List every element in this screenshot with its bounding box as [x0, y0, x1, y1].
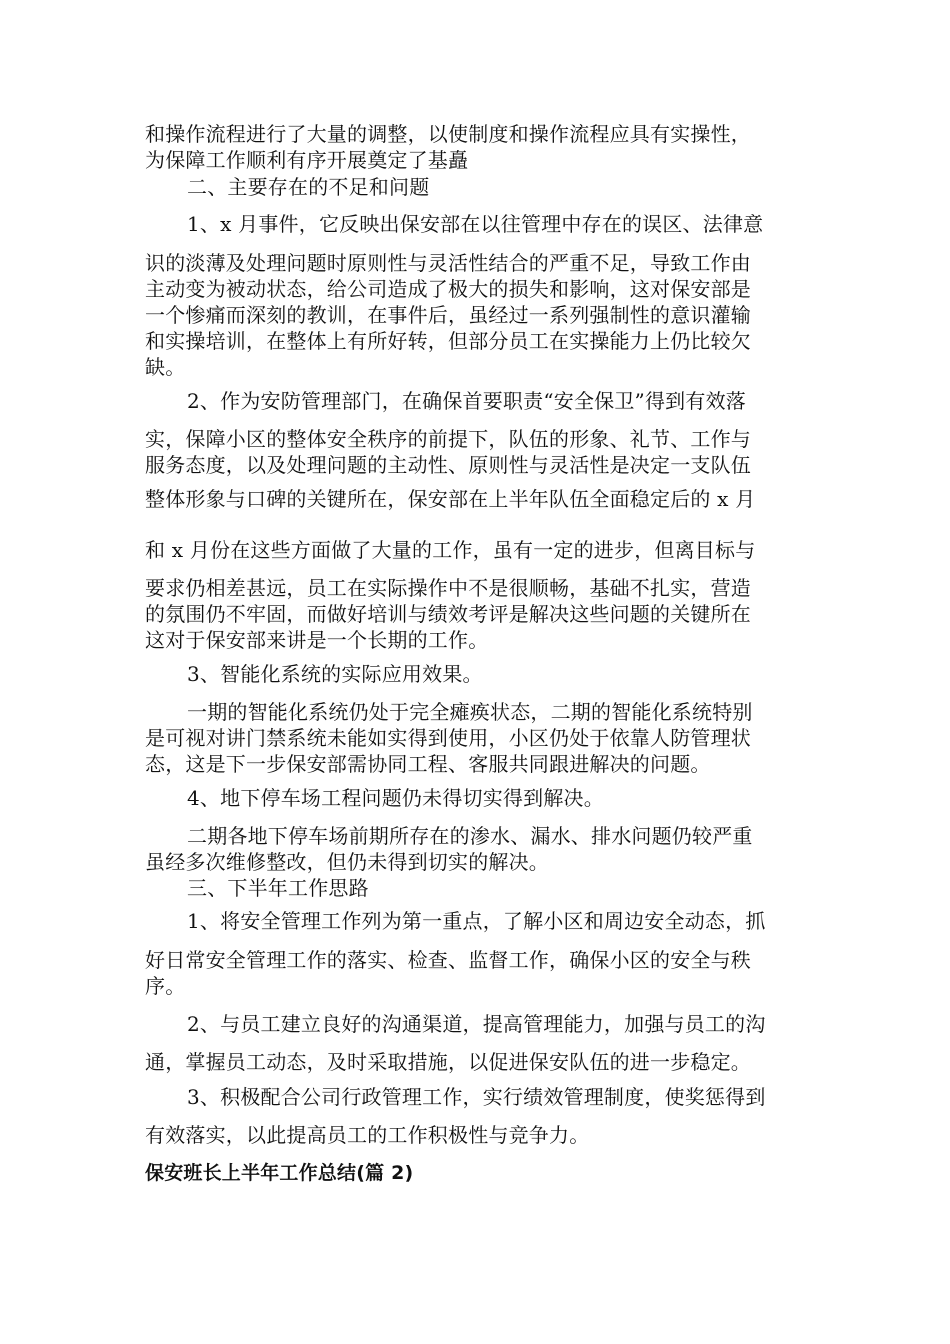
- text-line: 3、智能化系统的实际应用效果。: [187, 662, 483, 686]
- text-line: 主动变为被动状态，给公司造成了极大的损失和影响，这对保安部是: [145, 277, 751, 301]
- section-heading: 二、主要存在的不足和问题: [187, 175, 430, 199]
- text-line: 整体形象与口碑的关键所在，保安部在上半年队伍全面稳定后的 x 月: [145, 487, 756, 511]
- text-line: 虽经多次维修整改，但仍未得到切实的解决。: [145, 850, 549, 874]
- text-line: 态，这是下一步保安部需协同工程、客服共同跟进解决的问题。: [145, 752, 711, 776]
- text-line: 这对于保安部来讲是一个长期的工作。: [145, 628, 489, 652]
- text-line: 缺。: [145, 355, 186, 379]
- text-line: 识的淡薄及处理问题时原则性与灵活性结合的严重不足，导致工作由: [145, 251, 751, 275]
- text-line: 有效落实，以此提高员工的工作积极性与竞争力。: [145, 1123, 590, 1147]
- text-line: 2、与员工建立良好的沟通渠道，提高管理能力，加强与员工的沟: [187, 1012, 766, 1036]
- text-line: 和操作流程进行了大量的调整，以使制度和操作流程应具有实操性，: [145, 122, 751, 146]
- text-line: 为保障工作顺利有序开展奠定了基矗: [145, 148, 469, 172]
- text-line: 一个惨痛而深刻的教训，在事件后，虽经过一系列强制性的意识灌输: [145, 303, 751, 327]
- text-line: 1、x 月事件，它反映出保安部在以往管理中存在的误区、法律意: [187, 212, 764, 236]
- section-heading: 三、下半年工作思路: [187, 876, 369, 900]
- text-line: 一期的智能化系统仍处于完全瘫痪状态，二期的智能化系统特别: [187, 700, 753, 724]
- text-line: 2、作为安防管理部门，在确保首要职责“安全保卫”得到有效落: [187, 389, 746, 413]
- document-title: 保安班长上半年工作总结(篇 2): [145, 1162, 414, 1184]
- text-line: 实，保障小区的整体安全秩序的前提下，队伍的形象、礼节、工作与: [145, 427, 751, 451]
- text-line: 是可视对讲门禁系统未能如实得到使用，小区仍处于依靠人防管理状: [145, 726, 751, 750]
- text-line: 1、将安全管理工作列为第一重点，了解小区和周边安全动态，抓: [187, 909, 766, 933]
- text-line: 的氛围仍不牢固，而做好培训与绩效考评是解决这些问题的关键所在: [145, 602, 751, 626]
- text-line: 和 x 月份在这些方面做了大量的工作，虽有一定的进步，但离目标与: [145, 538, 756, 562]
- text-line: 3、积极配合公司行政管理工作，实行绩效管理制度，使奖惩得到: [187, 1085, 766, 1109]
- text-line: 二期各地下停车场前期所存在的渗水、漏水、排水问题仍较严重: [187, 824, 753, 848]
- text-line: 要求仍相差甚远，员工在实际操作中不是很顺畅，基础不扎实，营造: [145, 576, 751, 600]
- text-line: 好日常安全管理工作的落实、检查、监督工作，确保小区的安全与秩: [145, 948, 751, 972]
- text-line: 和实操培训，在整体上有所好转，但部分员工在实操能力上仍比较欠: [145, 329, 751, 353]
- text-line: 序。: [145, 974, 186, 998]
- text-line: 通，掌握员工动态，及时采取措施，以促进保安队伍的进一步稳定。: [145, 1050, 751, 1074]
- text-line: 服务态度，以及处理问题的主动性、原则性与灵活性是决定一支队伍: [145, 453, 751, 477]
- text-line: 4、地下停车场工程问题仍未得切实得到解决。: [187, 786, 604, 810]
